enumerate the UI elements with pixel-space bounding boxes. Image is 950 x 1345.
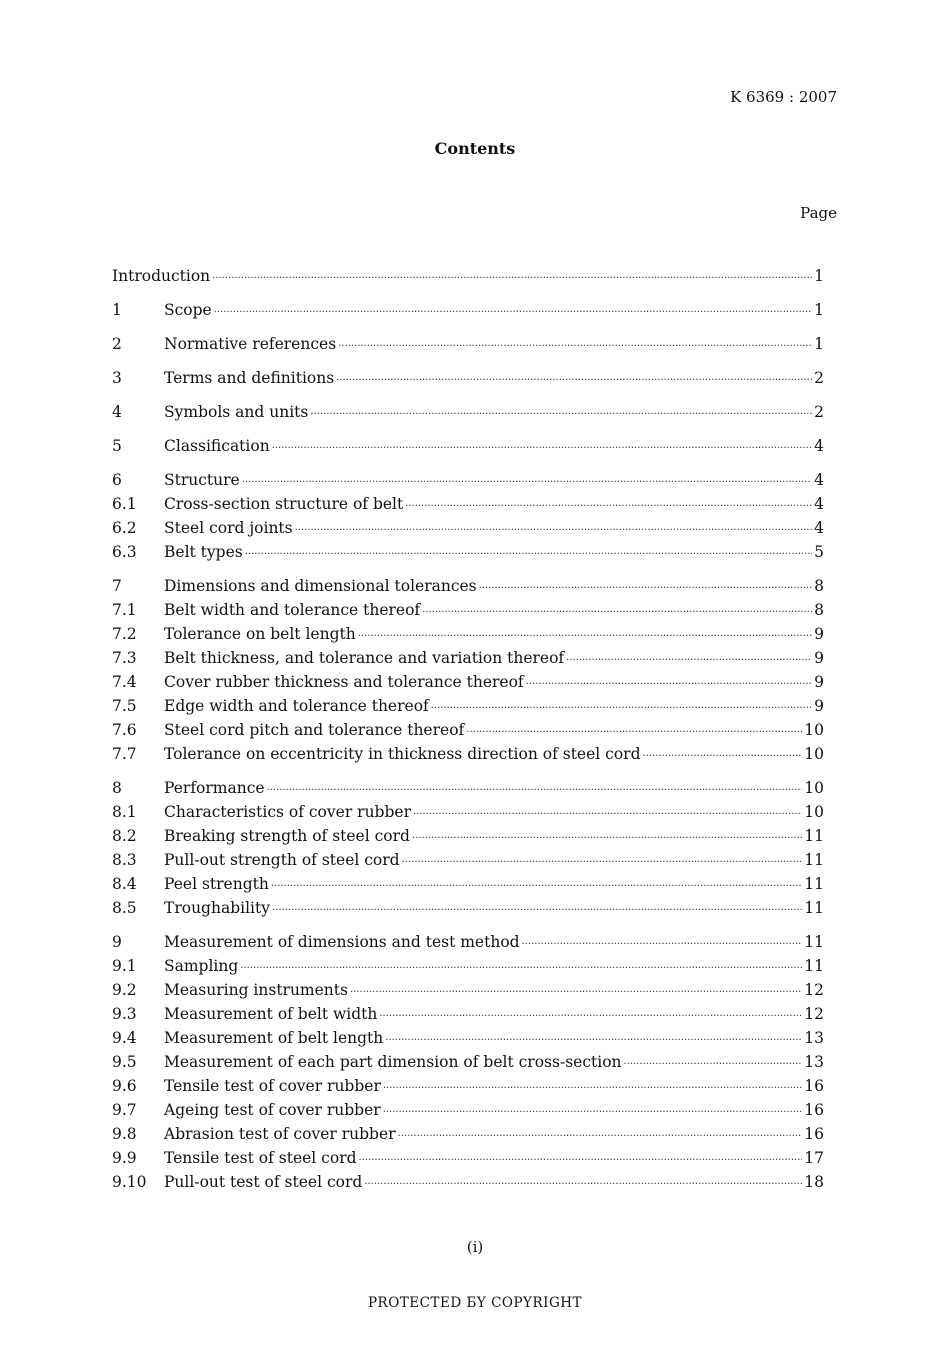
dot-leader [214, 301, 812, 325]
toc-entry[interactable] [112, 622, 824, 646]
toc-entry-number: 8.2 [112, 827, 137, 845]
toc-entry-number: 7.1 [112, 601, 137, 619]
toc-entry[interactable] [112, 718, 824, 742]
dot-leader [310, 403, 812, 427]
dot-leader [245, 543, 812, 567]
toc-entry-title: Tensile test of steel cord [164, 1149, 357, 1167]
toc-entry-title: Measurement of belt width [164, 1005, 378, 1023]
toc-entry-number: 9.4 [112, 1029, 137, 1047]
table-of-contents [112, 264, 824, 1194]
toc-entry-page: 5 [814, 543, 824, 561]
toc-entry-page: 16 [804, 1077, 824, 1095]
toc-entry-title: Characteristics of cover rubber [164, 803, 411, 821]
toc-entry-title: Measuring instruments [164, 981, 348, 999]
toc-entry-number: 8 [112, 779, 122, 797]
toc-entry-number: 8.1 [112, 803, 137, 821]
toc-entry-page: 4 [814, 471, 824, 489]
toc-entry-title: Edge width and tolerance thereof [164, 697, 429, 715]
toc-entry-number: 3 [112, 369, 122, 387]
toc-entry-number: 9.5 [112, 1053, 137, 1071]
page-title: Contents [434, 139, 516, 158]
toc-entry[interactable] [112, 1002, 824, 1026]
toc-entry[interactable] [112, 954, 824, 978]
toc-entry-title: Sampling [164, 957, 239, 975]
toc-entry[interactable] [112, 366, 824, 390]
toc-entry-number: 9.8 [112, 1125, 137, 1143]
toc-entry-title: Dimensions and dimensional tolerances [164, 577, 477, 595]
toc-entry-number: 7.7 [112, 745, 137, 763]
toc-entry-title: Introduction [112, 267, 211, 285]
dot-leader [212, 267, 812, 291]
toc-entry-title: Belt width and tolerance thereof [164, 601, 421, 619]
dot-leader [402, 851, 803, 875]
page-column-label: Page [800, 204, 837, 222]
toc-entry-title: Cover rubber thickness and tolerance thereof [164, 673, 524, 691]
toc-entry[interactable] [112, 434, 824, 458]
toc-entry-page: 4 [814, 437, 824, 455]
dot-leader [336, 369, 812, 393]
toc-entry[interactable] [112, 1026, 824, 1050]
toc-entry-page: 11 [804, 851, 824, 869]
toc-entry-number: 9.9 [112, 1149, 137, 1167]
toc-entry[interactable] [112, 574, 824, 598]
toc-entry-page: 1 [814, 335, 824, 353]
toc-entry-page: 4 [814, 519, 824, 537]
toc-entry[interactable] [112, 332, 824, 356]
toc-entry-number: 9.6 [112, 1077, 137, 1095]
toc-entry-page: 9 [814, 625, 824, 643]
toc-entry[interactable] [112, 1122, 824, 1146]
toc-entry-page: 10 [804, 803, 824, 821]
toc-entry-title: Structure [164, 471, 240, 489]
dot-leader [271, 875, 802, 899]
toc-entry-page: 4 [814, 495, 824, 513]
dot-leader [338, 335, 812, 359]
toc-entry[interactable] [112, 670, 824, 694]
toc-entry-page: 11 [804, 827, 824, 845]
toc-entry[interactable] [112, 978, 824, 1002]
toc-entry[interactable] [112, 1170, 824, 1194]
dot-leader [624, 1053, 803, 1077]
document-id: K 6369 : 2007 [730, 88, 837, 106]
toc-entry-page: 10 [804, 779, 824, 797]
toc-entry-number: 7.3 [112, 649, 137, 667]
toc-entry[interactable] [112, 1098, 824, 1122]
toc-entry-page: 12 [804, 1005, 824, 1023]
toc-entry-page: 11 [804, 875, 824, 893]
toc-entry-title: Normative references [164, 335, 337, 353]
toc-entry[interactable] [112, 848, 824, 872]
toc-entry-title: Scope [164, 301, 212, 319]
toc-entry-title: Abrasion test of cover rubber [164, 1125, 396, 1143]
dot-leader [422, 601, 812, 625]
toc-entry-page: 9 [814, 673, 824, 691]
toc-entry-title: Ageing test of cover rubber [164, 1101, 381, 1119]
toc-entry-title: Classification [164, 437, 270, 455]
toc-entry-number: 7 [112, 577, 122, 595]
toc-entry-number: 8.4 [112, 875, 137, 893]
toc-entry-page: 10 [804, 745, 824, 763]
toc-entry-page: 17 [804, 1149, 824, 1167]
toc-entry-title: Tensile test of cover rubber [164, 1077, 381, 1095]
toc-entry-title: Tolerance on belt length [164, 625, 356, 643]
toc-entry[interactable] [112, 742, 824, 766]
toc-entry-page: 1 [814, 267, 824, 285]
toc-entry-number: 7.4 [112, 673, 137, 691]
toc-entry-title: Steel cord pitch and tolerance thereof [164, 721, 465, 739]
toc-entry-title: Performance [164, 779, 265, 797]
dot-leader [350, 981, 802, 1005]
toc-entry-title: Steel cord joints [164, 519, 293, 537]
toc-entry-number: 5 [112, 437, 122, 455]
toc-entry-page: 1 [814, 301, 824, 319]
toc-entry-page: 11 [804, 933, 824, 951]
toc-entry-page: 18 [804, 1173, 824, 1191]
dot-leader [566, 649, 812, 673]
toc-entry[interactable] [112, 1074, 824, 1098]
toc-entry-title: Pull-out strength of steel cord [164, 851, 400, 869]
toc-entry-page: 16 [804, 1101, 824, 1119]
toc-entry[interactable] [112, 298, 824, 322]
toc-entry-title: Belt types [164, 543, 243, 561]
toc-entry-page: 9 [814, 649, 824, 667]
toc-entry[interactable] [112, 646, 824, 670]
toc-entry-number: 7.5 [112, 697, 137, 715]
toc-entry-number: 6 [112, 471, 122, 489]
dot-leader [359, 1149, 803, 1173]
dot-leader [405, 495, 812, 519]
toc-entry[interactable] [112, 930, 824, 954]
toc-entry-page: 16 [804, 1125, 824, 1143]
toc-entry-page: 8 [814, 601, 824, 619]
toc-entry[interactable] [112, 468, 824, 492]
toc-entry[interactable] [112, 1146, 824, 1170]
toc-entry-number: 6.3 [112, 543, 137, 561]
toc-entry[interactable] [112, 400, 824, 424]
toc-entry-page: 9 [814, 697, 824, 715]
toc-entry-title: Measurement of dimensions and test method [164, 933, 520, 951]
toc-entry-number: 7.2 [112, 625, 137, 643]
toc-entry-number: 9.1 [112, 957, 137, 975]
dot-leader [479, 577, 812, 601]
toc-entry[interactable] [112, 896, 824, 920]
toc-entry-page: 13 [804, 1029, 824, 1047]
toc-entry[interactable] [112, 598, 824, 622]
toc-entry-number: 6.1 [112, 495, 137, 513]
dot-leader [413, 803, 802, 827]
toc-entry[interactable] [112, 776, 824, 800]
toc-entry-number: 9.7 [112, 1101, 137, 1119]
toc-entry-page: 11 [804, 957, 824, 975]
dot-leader [383, 1077, 802, 1101]
toc-entry-number: 9.2 [112, 981, 137, 999]
copyright-notice: PROTECTED БY COPYRIGHT [367, 1295, 583, 1311]
toc-entry-number: 8.5 [112, 899, 137, 917]
toc-entry-number: 6.2 [112, 519, 137, 537]
toc-entry-number: 7.6 [112, 721, 137, 739]
toc-entry-number: 2 [112, 335, 122, 353]
dot-leader [522, 933, 803, 957]
toc-entry[interactable] [112, 694, 824, 718]
toc-entry[interactable] [112, 800, 824, 824]
toc-entry-page: 12 [804, 981, 824, 999]
toc-entry-number: 1 [112, 301, 122, 319]
dot-leader [383, 1101, 803, 1125]
dot-leader [398, 1125, 803, 1149]
toc-entry-title: Tolerance on eccentricity in thickness direction of steel cord [164, 745, 641, 763]
toc-entry-title: Measurement of each part dimension of belt cross-section [164, 1053, 622, 1071]
toc-entry-title: Belt thickness, and tolerance and variation thereof [164, 649, 565, 667]
toc-entry-title: Breaking strength of steel cord [164, 827, 410, 845]
toc-entry-title: Pull-out test of steel cord [164, 1173, 363, 1191]
toc-entry-page: 2 [814, 369, 824, 387]
toc-entry-title: Symbols and units [164, 403, 309, 421]
toc-entry-number: 9.3 [112, 1005, 137, 1023]
toc-entry-page: 11 [804, 899, 824, 917]
toc-entry-page: 10 [804, 721, 824, 739]
dot-leader [364, 1173, 802, 1197]
toc-entry-title: Terms and definitions [164, 369, 335, 387]
dot-leader [526, 673, 812, 697]
dot-leader [295, 519, 813, 543]
toc-entry-page: 13 [804, 1053, 824, 1071]
toc-entry-page: 8 [814, 577, 824, 595]
dot-leader [272, 437, 812, 461]
toc-entry[interactable] [112, 516, 824, 540]
toc-entry-page: 2 [814, 403, 824, 421]
dot-leader [272, 899, 802, 923]
dot-leader [643, 745, 803, 769]
toc-entry-title: Troughability [164, 899, 270, 917]
toc-entry[interactable] [112, 492, 824, 516]
toc-entry-title: Peel strength [164, 875, 269, 893]
toc-entry-number: 9 [112, 933, 122, 951]
toc-entry-title: Measurement of belt length [164, 1029, 384, 1047]
toc-entry[interactable] [112, 824, 824, 848]
toc-entry-number: 4 [112, 403, 122, 421]
dot-leader [379, 1005, 802, 1029]
toc-entry-title: Cross-section structure of belt [164, 495, 404, 513]
toc-entry[interactable] [112, 264, 824, 288]
dot-leader [412, 827, 802, 851]
toc-entry[interactable] [112, 1050, 824, 1074]
toc-entry-number: 9.10 [112, 1173, 147, 1191]
footer-page-number: (i) [466, 1238, 484, 1256]
toc-entry-number: 8.3 [112, 851, 137, 869]
toc-entry[interactable] [112, 540, 824, 564]
toc-entry[interactable] [112, 872, 824, 896]
dot-leader [431, 697, 812, 721]
